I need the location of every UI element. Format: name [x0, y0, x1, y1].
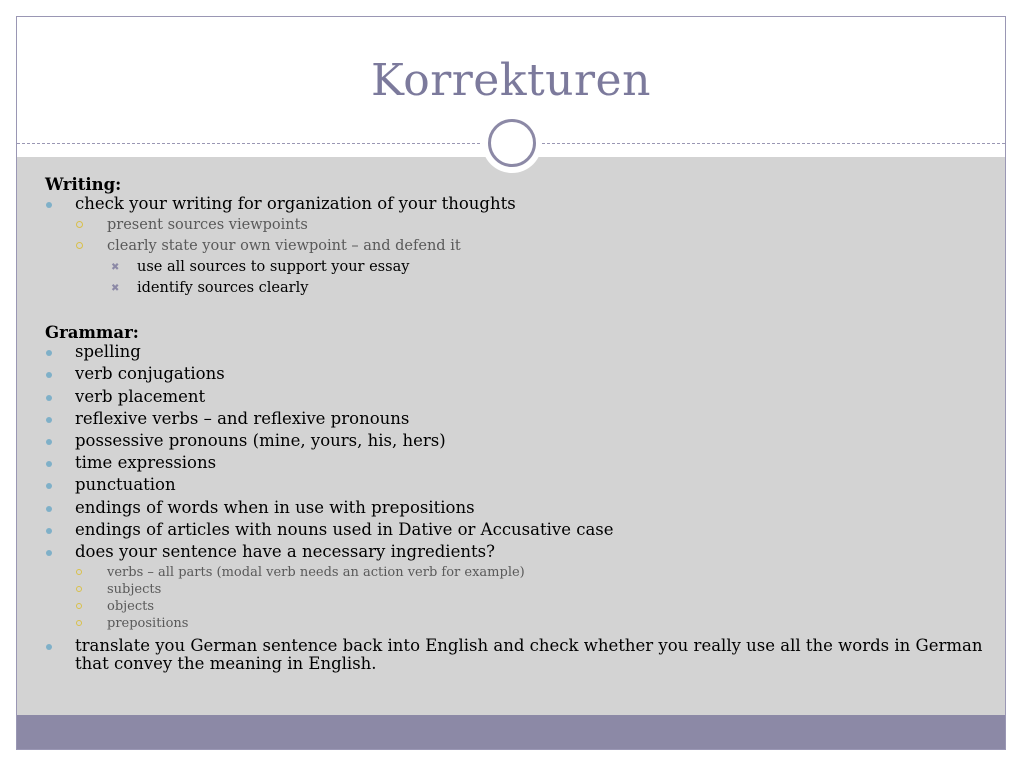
list-item-text: verb conjugations [75, 364, 225, 384]
cross-bullet-icon: ✖ [111, 262, 120, 274]
ring-bullet-icon [76, 620, 82, 626]
round-bullet-icon [46, 439, 52, 445]
sub-list-item [45, 238, 985, 255]
list-item [45, 543, 985, 561]
round-bullet-icon [46, 202, 52, 208]
sub-sub-list-item-text: identify sources clearly [137, 280, 309, 297]
writing-list [45, 195, 985, 297]
slide-title: Korrekturen [371, 55, 651, 106]
list-item [45, 637, 985, 673]
ring-bullet-icon [76, 603, 82, 609]
list-item-text: reflexive verbs – and reflexive pronouns [75, 408, 410, 428]
writing-heading: Writing: [45, 175, 122, 194]
sub-sub-list-item [45, 280, 985, 297]
sub-list-item-text: prepositions [107, 616, 189, 632]
list-item [45, 365, 985, 383]
sub-list-item-text: present sources viewpoints [107, 217, 308, 234]
list-item [45, 476, 985, 494]
list-item-text: possessive pronouns (mine, yours, his, hers) [75, 430, 446, 450]
sub-list-item [45, 565, 985, 580]
section-gap [45, 301, 985, 323]
list-item [45, 454, 985, 472]
list-item [45, 343, 985, 361]
round-bullet-icon [46, 350, 52, 356]
ring-bullet-icon [76, 221, 83, 228]
round-bullet-icon [46, 506, 52, 512]
sub-list-item-text: verbs – all parts (modal verb needs an action verb for example) [107, 565, 525, 581]
ring-bullet-icon [76, 242, 83, 249]
list-item-text: translate you German sentence back into English and check whether you really use all the words in German that convey the meaning in English. [75, 636, 983, 674]
sub-list-item-text: subjects [107, 582, 162, 598]
round-bullet-icon [46, 483, 52, 489]
sub-list-item-text: objects [107, 599, 155, 615]
circle-ornament-icon [488, 119, 536, 167]
slide-content [45, 175, 985, 677]
list-item [45, 388, 985, 406]
footer-band [17, 715, 1005, 749]
list-item [45, 432, 985, 450]
list-item-text: time expressions [75, 453, 217, 473]
sub-list-item [45, 616, 985, 631]
round-bullet-icon [46, 395, 52, 401]
cross-bullet-icon: ✖ [111, 283, 120, 295]
slide [16, 16, 1006, 750]
list-item-text: spelling [75, 342, 141, 362]
round-bullet-icon [46, 528, 52, 534]
round-bullet-icon [46, 550, 52, 556]
list-item-text: punctuation [75, 475, 176, 495]
list-item-text: does your sentence have a necessary ingredients? [75, 541, 495, 561]
sub-list-item [45, 582, 985, 597]
list-item-text: check your writing for organization of your thoughts [75, 194, 516, 213]
ring-bullet-icon [76, 569, 82, 575]
sub-sub-list-item [45, 259, 985, 276]
sub-list-item [45, 599, 985, 614]
grammar-heading: Grammar: [45, 323, 139, 343]
list-item-text: endings of words when in use with prepositions [75, 497, 475, 517]
round-bullet-icon [46, 372, 52, 378]
ring-bullet-icon [76, 586, 82, 592]
round-bullet-icon [46, 417, 52, 423]
list-item-text: verb placement [75, 386, 206, 406]
sub-sub-list-item-text: use all sources to support your essay [137, 259, 410, 276]
list-item-text: endings of articles with nouns used in Dative or Accusative case [75, 519, 614, 539]
list-item [45, 410, 985, 428]
round-bullet-icon [46, 644, 52, 650]
round-bullet-icon [46, 461, 52, 467]
sub-list-item-text: clearly state your own viewpoint – and defend it [107, 238, 461, 255]
list-item [45, 499, 985, 517]
list-item [45, 521, 985, 539]
list-item [45, 195, 985, 213]
sub-list-item [45, 217, 985, 234]
grammar-list [45, 343, 985, 673]
